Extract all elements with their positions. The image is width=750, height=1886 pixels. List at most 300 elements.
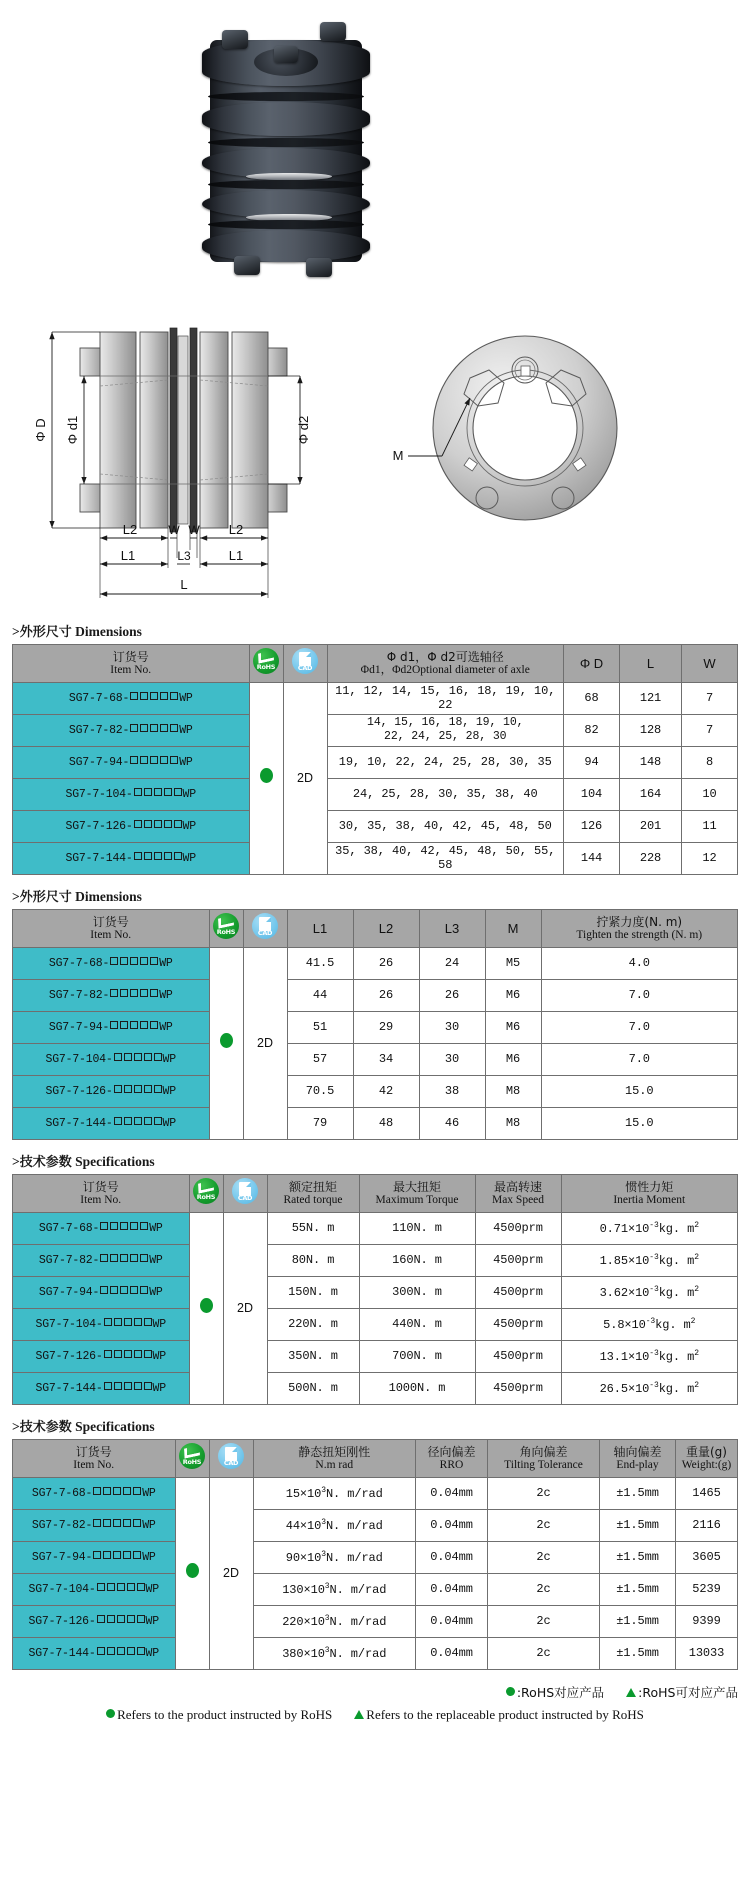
inertia-unit: kg. m	[655, 1317, 691, 1332]
cad-2d-label: 2D	[237, 1301, 253, 1316]
length-cell: 121	[620, 682, 682, 714]
rohs-green-dot-icon	[260, 768, 273, 783]
item-no-suffix: WP	[159, 1020, 173, 1034]
column-header-en: Φd1，Φd2Optional diameter of axle	[360, 663, 530, 676]
item-no-prefix: SG7-7-144-	[65, 851, 133, 865]
item-no-cell[interactable]	[13, 1541, 176, 1573]
inertia-moment-cell	[561, 1308, 738, 1340]
L1-cell: 70.5	[287, 1075, 353, 1107]
item-code-box	[160, 756, 168, 764]
item-no-cell[interactable]	[13, 1637, 176, 1669]
column-header	[488, 1439, 600, 1477]
column-header-cn: Φ d1，Φ d2可选轴径	[386, 649, 504, 664]
rohs-badge-icon: RoHS	[179, 1443, 205, 1469]
stiffness-base: 130×10	[282, 1582, 325, 1597]
axle-diameters-cell: 14, 15, 16, 18, 19, 10, 22, 24, 25, 28, 30	[327, 714, 564, 746]
L3-cell: 38	[419, 1075, 485, 1107]
outer-diameter-cell: 68	[564, 682, 620, 714]
stiffness-unit: N. m/rad	[329, 1614, 387, 1629]
label-phi-d2: Φ d2	[296, 415, 311, 445]
axle-diameters-cell: 30, 35, 38, 40, 42, 45, 48, 50	[327, 810, 564, 842]
table-row	[13, 1276, 738, 1308]
L2-cell: 26	[353, 979, 419, 1011]
axle-diameters-cell: 19, 10, 22, 24, 25, 28, 30, 35	[327, 746, 564, 778]
item-no-cell[interactable]	[13, 1276, 190, 1308]
item-code-box	[114, 1318, 122, 1326]
table-row	[13, 1107, 738, 1139]
end-play-cell: ±1.5mm	[600, 1477, 676, 1509]
hex-bolt-top-right	[320, 22, 346, 41]
cad-badge-icon: CAD	[218, 1443, 244, 1469]
width-cell: 7	[682, 714, 738, 746]
item-code-box	[150, 692, 158, 700]
hex-bolt-center	[274, 46, 298, 63]
item-code-box	[130, 989, 138, 997]
column-header-cn: 轴向偏差	[613, 1444, 662, 1459]
column-header	[253, 1439, 416, 1477]
L1-cell: 57	[287, 1043, 353, 1075]
width-cell: 8	[682, 746, 738, 778]
label-L-overall: L	[180, 577, 188, 592]
rohs-badge-icon: RoHS	[193, 1178, 219, 1204]
item-code-box	[144, 1053, 152, 1061]
item-code-box	[140, 1286, 148, 1294]
column-header-en: L3	[444, 920, 460, 936]
item-code-box	[124, 1085, 132, 1093]
item-no-cell[interactable]	[13, 714, 250, 746]
item-code-box	[150, 957, 158, 965]
column-header-cn: 重量(g)	[686, 1444, 727, 1459]
item-code-box	[144, 852, 152, 860]
rohs-legend-en-tri: Refers to the replaceable product instructed by RoHS	[366, 1706, 644, 1722]
item-code-box	[97, 1647, 105, 1655]
spec-table-1	[12, 909, 738, 1140]
tilting-tolerance-cell: 2c	[488, 1605, 600, 1637]
item-no-prefix: SG7-7-82-	[31, 1518, 93, 1532]
length-cell: 228	[620, 842, 682, 874]
coupling-product-photo	[196, 18, 376, 290]
item-code-box	[124, 1382, 132, 1390]
width-cell: 10	[682, 778, 738, 810]
item-code-box	[123, 1487, 131, 1495]
stiffness-exponent: 3	[321, 1485, 326, 1495]
item-code-box	[130, 724, 138, 732]
rohs-legend-cn-dot: :RoHS对应产品	[516, 1684, 605, 1700]
rohs-legend-footer	[12, 1684, 738, 1740]
inertia-moment-cell	[561, 1212, 738, 1244]
section-heading-en: Specifications	[75, 1153, 155, 1169]
item-code-box	[123, 1551, 131, 1559]
max-speed-cell: 4500prm	[475, 1340, 561, 1372]
inertia-unit-exponent: 2	[694, 1348, 699, 1358]
item-code-box	[114, 1117, 122, 1125]
inertia-base: 26.5×10	[599, 1381, 650, 1396]
L1-cell: 44	[287, 979, 353, 1011]
section-heading-marker: >	[12, 1418, 20, 1434]
spec-table-2	[12, 1174, 738, 1405]
table-row	[13, 746, 738, 778]
item-code-box	[140, 957, 148, 965]
cad-2d-label: 2D	[223, 1566, 239, 1581]
item-no-cell[interactable]	[13, 1107, 210, 1139]
rohs-green-dot-icon	[200, 1298, 213, 1313]
item-no-cell[interactable]	[13, 1509, 176, 1541]
column-header-cn: 角向偏差	[519, 1444, 568, 1459]
item-code-box	[100, 1286, 108, 1294]
item-no-suffix: WP	[182, 787, 196, 801]
item-no-suffix: WP	[179, 723, 193, 737]
cad-badge-icon: CAD	[292, 648, 318, 674]
item-no-prefix: SG7-7-126-	[28, 1614, 96, 1628]
max-torque-cell: 440N. m	[359, 1308, 475, 1340]
stiffness-base: 44×10	[285, 1518, 322, 1533]
table-row	[13, 810, 738, 842]
item-no-cell[interactable]	[13, 842, 250, 874]
item-no-cell[interactable]	[13, 1075, 210, 1107]
inertia-moment-cell	[561, 1340, 738, 1372]
cad-availability-cell[interactable]	[283, 682, 327, 874]
item-code-box	[114, 1085, 122, 1093]
item-code-box	[127, 1615, 135, 1623]
max-speed-cell: 4500prm	[475, 1276, 561, 1308]
table-row	[13, 1212, 738, 1244]
rro-cell: 0.04mm	[416, 1605, 488, 1637]
column-header-en: Φ D	[579, 655, 604, 671]
cad-badge-icon: CAD	[252, 913, 278, 939]
rated-torque-cell: 220N. m	[267, 1308, 359, 1340]
item-code-box	[150, 1021, 158, 1029]
column-header-en: End-play	[616, 1458, 659, 1471]
column-header-en: L2	[378, 920, 394, 936]
item-code-box	[130, 1222, 138, 1230]
section-heading-3	[12, 1419, 750, 1436]
cad-badge-icon: CAD	[232, 1178, 258, 1204]
rro-cell: 0.04mm	[416, 1573, 488, 1605]
column-header	[327, 644, 564, 682]
label-L2-left: L2	[122, 522, 138, 537]
item-no-suffix: WP	[152, 1381, 166, 1395]
item-no-cell[interactable]	[13, 1011, 210, 1043]
section-heading-cn: 外形尺寸	[19, 889, 72, 905]
item-no-cell[interactable]	[13, 1212, 190, 1244]
screw-size-cell: M8	[485, 1107, 541, 1139]
max-speed-cell: 4500prm	[475, 1244, 561, 1276]
cad-availability-cell[interactable]	[209, 1477, 253, 1669]
label-L1-left: L1	[120, 548, 136, 563]
tilting-tolerance-cell: 2c	[488, 1637, 600, 1669]
column-header-cn: 订货号	[75, 1444, 112, 1459]
item-code-box	[134, 1117, 142, 1125]
length-cell: 164	[620, 778, 682, 810]
item-code-box	[164, 820, 172, 828]
L3-cell: 46	[419, 1107, 485, 1139]
item-code-box	[160, 724, 168, 732]
item-code-box	[140, 692, 148, 700]
item-no-cell[interactable]	[13, 1340, 190, 1372]
item-code-box	[144, 1350, 152, 1358]
item-no-cell[interactable]	[13, 810, 250, 842]
item-code-box	[164, 852, 172, 860]
item-code-box	[134, 1053, 142, 1061]
rro-cell: 0.04mm	[416, 1477, 488, 1509]
item-code-box	[110, 1254, 118, 1262]
item-code-box	[117, 1647, 125, 1655]
item-code-box	[140, 1222, 148, 1230]
item-code-box	[113, 1487, 121, 1495]
item-no-cell[interactable]	[13, 1244, 190, 1276]
end-play-cell: ±1.5mm	[600, 1637, 676, 1669]
item-code-box	[154, 852, 162, 860]
item-code-box	[150, 989, 158, 997]
stiffness-base: 15×10	[285, 1486, 322, 1501]
item-no-suffix: WP	[145, 1614, 159, 1628]
item-code-box	[107, 1583, 115, 1591]
column-header-en: Tighten the strength (N. m)	[576, 928, 703, 941]
max-torque-cell: 700N. m	[359, 1340, 475, 1372]
end-play-cell: ±1.5mm	[600, 1573, 676, 1605]
item-code-box	[93, 1551, 101, 1559]
item-no-prefix: SG7-7-104-	[65, 787, 133, 801]
item-no-cell[interactable]	[13, 1605, 176, 1637]
item-code-box	[110, 1021, 118, 1029]
item-no-prefix: SG7-7-94-	[31, 1550, 93, 1564]
inertia-exponent: -3	[649, 1220, 659, 1230]
column-header	[287, 909, 353, 947]
L2-cell: 26	[353, 947, 419, 979]
L2-cell: 48	[353, 1107, 419, 1139]
torsional-stiffness-cell	[253, 1509, 416, 1541]
outer-diameter-cell: 104	[564, 778, 620, 810]
rated-torque-cell: 55N. m	[267, 1212, 359, 1244]
table-row	[13, 714, 738, 746]
item-no-suffix: WP	[179, 691, 193, 705]
item-code-box	[154, 820, 162, 828]
stiffness-exponent: 3	[321, 1549, 326, 1559]
item-no-prefix: SG7-7-126-	[65, 819, 133, 833]
engineering-drawings	[0, 310, 750, 610]
tightening-torque-cell: 15.0	[541, 1075, 738, 1107]
table-row	[13, 1573, 738, 1605]
cross-section-drawing	[33, 328, 311, 598]
product-photo-area	[0, 0, 750, 310]
item-no-prefix: SG7-7-82-	[48, 988, 110, 1002]
item-code-box	[103, 1487, 111, 1495]
disc-gap-1	[208, 92, 364, 101]
stiffness-base: 220×10	[282, 1614, 325, 1629]
item-code-box	[140, 724, 148, 732]
item-no-prefix: SG7-7-94-	[68, 755, 130, 769]
item-code-box	[104, 1350, 112, 1358]
item-no-suffix: WP	[182, 851, 196, 865]
section-heading-cn: 技术参数	[19, 1419, 72, 1435]
rated-torque-cell: 500N. m	[267, 1372, 359, 1404]
stiffness-unit: N. m/rad	[329, 1582, 387, 1597]
rro-cell: 0.04mm	[416, 1541, 488, 1573]
item-code-box	[130, 957, 138, 965]
item-code-box	[134, 1350, 142, 1358]
inertia-unit: kg. m	[658, 1349, 695, 1364]
cad-availability-cell[interactable]	[223, 1212, 267, 1404]
header-rohs-badge	[175, 1439, 209, 1477]
item-code-box	[130, 692, 138, 700]
L1-cell: 51	[287, 1011, 353, 1043]
item-code-box	[134, 1382, 142, 1390]
item-code-box	[103, 1551, 111, 1559]
item-code-box	[120, 957, 128, 965]
column-header-en: RRO	[439, 1458, 464, 1471]
item-no-suffix: WP	[179, 755, 193, 769]
disc-gap-2	[208, 138, 364, 147]
item-code-box	[134, 788, 142, 796]
item-no-prefix: SG7-7-104-	[35, 1317, 103, 1331]
hex-bolt-bottom-left	[234, 256, 260, 275]
item-no-prefix: SG7-7-104-	[28, 1582, 96, 1596]
item-code-box	[114, 1053, 122, 1061]
inertia-unit: kg. m	[658, 1221, 695, 1236]
item-no-prefix: SG7-7-94-	[48, 1020, 110, 1034]
item-code-box	[134, 1085, 142, 1093]
section-heading-marker: >	[12, 1153, 20, 1169]
item-code-box	[170, 724, 178, 732]
column-header-en: Maximum Torque	[375, 1193, 459, 1206]
inertia-moment-cell	[561, 1276, 738, 1308]
table-row	[13, 1509, 738, 1541]
column-header-cn: 最高转速	[493, 1179, 542, 1194]
rohs-legend-en-dot: Refers to the product instructed by RoHS	[117, 1706, 333, 1722]
spec-sections	[0, 624, 750, 1670]
item-code-box	[107, 1615, 115, 1623]
item-code-box	[160, 692, 168, 700]
item-code-box	[133, 1487, 141, 1495]
rohs-indicator-cell	[209, 947, 243, 1139]
item-code-box	[150, 756, 158, 764]
width-cell: 7	[682, 682, 738, 714]
axle-diameters-cell: 35, 38, 40, 42, 45, 48, 50, 55, 58	[327, 842, 564, 874]
item-no-cell[interactable]	[13, 1043, 210, 1075]
item-no-cell[interactable]	[13, 947, 210, 979]
rohs-indicator-cell	[175, 1477, 209, 1669]
column-header	[475, 1174, 561, 1212]
hex-bolt-bottom-right	[306, 258, 332, 277]
L1-cell: 79	[287, 1107, 353, 1139]
item-no-prefix: SG7-7-68-	[48, 956, 110, 970]
item-no-cell[interactable]	[13, 1573, 176, 1605]
column-header	[564, 644, 620, 682]
header-cad-badge	[243, 909, 287, 947]
item-code-box	[130, 756, 138, 764]
item-code-box	[170, 756, 178, 764]
item-no-suffix: WP	[162, 1084, 176, 1098]
rro-cell: 0.04mm	[416, 1509, 488, 1541]
section-heading-2	[12, 1154, 750, 1171]
screw-size-cell: M5	[485, 947, 541, 979]
section-heading-cn: 技术参数	[19, 1154, 72, 1170]
inertia-exponent: -3	[649, 1284, 659, 1294]
column-header	[353, 909, 419, 947]
spring-disc-pack-1	[246, 173, 332, 180]
item-no-suffix: WP	[149, 1221, 163, 1235]
table-row	[13, 778, 738, 810]
table-row	[13, 1637, 738, 1669]
item-code-box	[144, 1318, 152, 1326]
tightening-torque-cell: 15.0	[541, 1107, 738, 1139]
table-header-row	[13, 1174, 738, 1212]
column-header	[600, 1439, 676, 1477]
column-header-cn: 拧紧力度(N. m)	[596, 914, 683, 929]
item-code-box	[174, 788, 182, 796]
width-cell: 12	[682, 842, 738, 874]
stiffness-unit: N. m/rad	[329, 1646, 387, 1661]
inertia-base: 3.62×10	[599, 1285, 650, 1300]
item-code-box	[127, 1583, 135, 1591]
header-cad-badge	[283, 644, 327, 682]
inertia-base: 0.71×10	[599, 1221, 650, 1236]
item-code-box	[97, 1615, 105, 1623]
item-no-prefix: SG7-7-82-	[38, 1253, 100, 1267]
rated-torque-cell: 80N. m	[267, 1244, 359, 1276]
item-code-box	[120, 1021, 128, 1029]
item-no-suffix: WP	[162, 1052, 176, 1066]
item-no-prefix: SG7-7-126-	[35, 1349, 103, 1363]
item-no-cell[interactable]	[13, 1372, 190, 1404]
torsional-stiffness-cell	[253, 1605, 416, 1637]
L1-cell: 41.5	[287, 947, 353, 979]
inertia-unit: kg. m	[658, 1381, 695, 1396]
inertia-unit: kg. m	[658, 1285, 695, 1300]
column-header-cn: 订货号	[92, 914, 129, 929]
item-code-box	[144, 1117, 152, 1125]
coupling-bottom-flange	[202, 230, 370, 262]
table-header-row	[13, 1439, 738, 1477]
stiffness-exponent: 3	[324, 1645, 330, 1655]
item-no-cell[interactable]	[13, 1308, 190, 1340]
item-no-suffix: WP	[152, 1349, 166, 1363]
item-no-cell[interactable]	[13, 979, 210, 1011]
spec-table-0	[12, 644, 738, 875]
item-code-box	[120, 1254, 128, 1262]
item-no-cell[interactable]	[13, 682, 250, 714]
length-cell: 201	[620, 810, 682, 842]
item-no-prefix: SG7-7-144-	[45, 1116, 113, 1130]
item-code-box	[170, 692, 178, 700]
screw-size-cell: M8	[485, 1075, 541, 1107]
item-code-box	[103, 1519, 111, 1527]
item-no-prefix: SG7-7-126-	[45, 1084, 113, 1098]
column-header	[541, 909, 738, 947]
header-rohs-badge	[249, 644, 283, 682]
item-code-box	[130, 1286, 138, 1294]
item-code-box	[140, 989, 148, 997]
item-no-prefix: SG7-7-82-	[68, 723, 130, 737]
column-header-en: Max Speed	[491, 1193, 545, 1206]
item-no-cell[interactable]	[13, 746, 250, 778]
item-code-box	[134, 820, 142, 828]
item-code-box	[110, 1286, 118, 1294]
torsional-stiffness-cell	[253, 1637, 416, 1669]
weight-cell: 5239	[676, 1573, 738, 1605]
item-no-prefix: SG7-7-144-	[35, 1381, 103, 1395]
rohs-indicator-cell	[249, 682, 283, 874]
item-code-box	[100, 1254, 108, 1262]
item-no-cell[interactable]	[13, 1477, 176, 1509]
cad-availability-cell[interactable]	[243, 947, 287, 1139]
inertia-exponent: -3	[649, 1348, 659, 1358]
column-header	[13, 909, 210, 947]
item-no-cell[interactable]	[13, 778, 250, 810]
item-code-box	[127, 1647, 135, 1655]
section-heading-cn: 外形尺寸	[19, 625, 72, 640]
L2-cell: 34	[353, 1043, 419, 1075]
